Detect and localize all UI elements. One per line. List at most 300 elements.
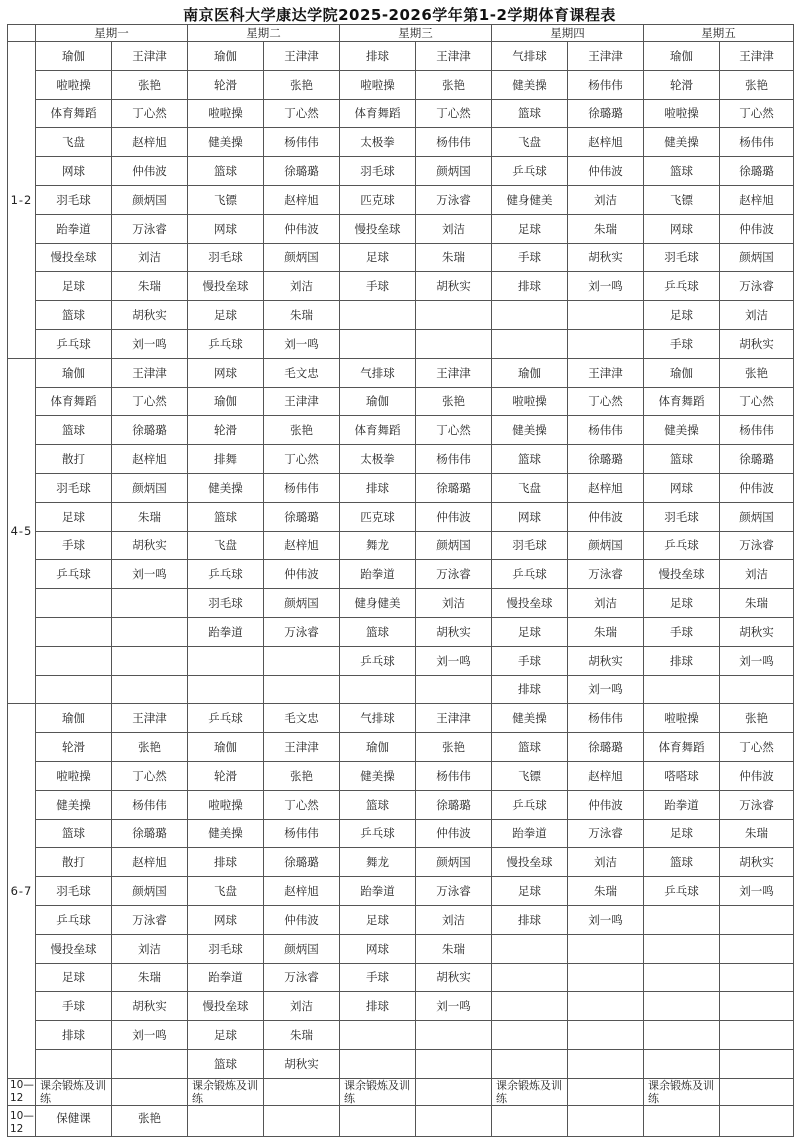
schedule-row (8, 42, 794, 71)
course-cell (492, 301, 568, 330)
teacher-cell: 毛文忠 (264, 358, 340, 387)
course-cell: 体育舞蹈 (644, 387, 720, 416)
teacher-cell (416, 301, 492, 330)
empty-cell (112, 1078, 188, 1105)
teacher-cell: 胡秋实 (112, 301, 188, 330)
schedule-row (8, 473, 794, 502)
course-cell: 健美操 (188, 128, 264, 157)
teacher-cell (568, 1021, 644, 1050)
teacher-cell: 杨伟伟 (568, 70, 644, 99)
teacher-cell (112, 1049, 188, 1078)
empty-cell (264, 1078, 340, 1105)
extra-training-cell: 课余锻炼及训练 (188, 1078, 264, 1105)
teacher-cell: 刘洁 (720, 560, 794, 589)
course-cell: 飞盘 (492, 128, 568, 157)
course-cell (644, 1021, 720, 1050)
course-cell: 足球 (36, 963, 112, 992)
course-cell: 瑜伽 (188, 387, 264, 416)
teacher-cell: 徐璐璐 (720, 157, 794, 186)
course-cell: 手球 (492, 646, 568, 675)
course-cell: 排球 (340, 42, 416, 71)
teacher-cell: 刘洁 (568, 848, 644, 877)
course-cell: 排球 (340, 992, 416, 1021)
teacher-cell (568, 934, 644, 963)
course-cell: 健身健美 (340, 589, 416, 618)
course-cell: 太极拳 (340, 445, 416, 474)
teacher-cell: 颜炳国 (416, 531, 492, 560)
teacher-cell: 仲伟波 (568, 157, 644, 186)
schedule-row (8, 531, 794, 560)
course-cell: 足球 (188, 301, 264, 330)
course-cell: 排球 (644, 646, 720, 675)
course-cell (644, 675, 720, 704)
course-cell: 乒乓球 (188, 704, 264, 733)
teacher-cell: 王津津 (568, 42, 644, 71)
schedule-row (8, 128, 794, 157)
course-cell (340, 1049, 416, 1078)
course-cell: 足球 (644, 819, 720, 848)
course-cell: 排球 (188, 848, 264, 877)
course-cell: 气排球 (340, 358, 416, 387)
teacher-cell: 胡秋实 (416, 617, 492, 646)
teacher-cell: 赵梓旭 (112, 128, 188, 157)
teacher-cell: 毛文忠 (264, 704, 340, 733)
course-cell: 健美操 (36, 790, 112, 819)
course-cell: 体育舞蹈 (36, 387, 112, 416)
extra-training-cell: 课余锻炼及训练 (492, 1078, 568, 1105)
teacher-cell: 丁心然 (112, 761, 188, 790)
schedule-row (8, 272, 794, 301)
teacher-cell (720, 963, 794, 992)
teacher-cell (720, 1049, 794, 1078)
course-cell: 乒乓球 (492, 157, 568, 186)
course-cell: 跆拳道 (492, 819, 568, 848)
course-cell: 体育舞蹈 (36, 99, 112, 128)
schedule-row (8, 445, 794, 474)
day-header: 星期三 (340, 25, 492, 42)
teacher-cell: 刘一鸣 (720, 877, 794, 906)
course-cell (492, 992, 568, 1021)
schedule-row (8, 502, 794, 531)
schedule-row (8, 1021, 794, 1050)
period-label: 6-7 (8, 704, 36, 1078)
teacher-cell: 刘洁 (720, 301, 794, 330)
teacher-cell: 杨伟伟 (416, 761, 492, 790)
teacher-cell: 万泳睿 (264, 963, 340, 992)
schedule-row (8, 99, 794, 128)
schedule-row (8, 905, 794, 934)
teacher-cell: 丁心然 (416, 99, 492, 128)
empty-cell (568, 1105, 644, 1136)
teacher-cell: 刘洁 (264, 272, 340, 301)
teacher-cell: 胡秋实 (568, 243, 644, 272)
teacher-cell: 仲伟波 (264, 560, 340, 589)
teacher-cell: 仲伟波 (720, 473, 794, 502)
teacher-cell: 徐璐璐 (568, 733, 644, 762)
period-label: 1-2 (8, 42, 36, 359)
course-cell: 匹克球 (340, 502, 416, 531)
extra-training-row (8, 1078, 794, 1105)
course-cell: 乒乓球 (36, 905, 112, 934)
course-cell: 乒乓球 (644, 531, 720, 560)
schedule-row (8, 733, 794, 762)
course-cell (36, 589, 112, 618)
teacher-cell: 万泳睿 (416, 185, 492, 214)
teacher-cell: 丁心然 (720, 99, 794, 128)
teacher-cell: 仲伟波 (264, 905, 340, 934)
teacher-cell: 徐璐璐 (112, 416, 188, 445)
course-cell: 乒乓球 (492, 560, 568, 589)
teacher-cell: 杨伟伟 (264, 473, 340, 502)
course-cell: 慢投垒球 (340, 214, 416, 243)
schedule-row (8, 589, 794, 618)
course-cell: 跆拳道 (340, 560, 416, 589)
teacher-cell: 徐璐璐 (264, 848, 340, 877)
course-cell: 乒乓球 (644, 272, 720, 301)
teacher-cell: 王津津 (112, 42, 188, 71)
course-cell: 排球 (492, 675, 568, 704)
teacher-cell: 丁心然 (416, 416, 492, 445)
teacher-cell: 张艳 (720, 70, 794, 99)
teacher-cell: 丁心然 (112, 387, 188, 416)
teacher-cell: 仲伟波 (416, 819, 492, 848)
course-cell: 散打 (36, 445, 112, 474)
teacher-cell (720, 992, 794, 1021)
course-cell (644, 992, 720, 1021)
teacher-cell: 胡秋实 (112, 992, 188, 1021)
teacher-cell: 刘洁 (416, 905, 492, 934)
teacher-cell: 王津津 (416, 704, 492, 733)
teacher-cell: 丁心然 (112, 99, 188, 128)
teacher-cell: 万泳睿 (264, 617, 340, 646)
course-cell (36, 646, 112, 675)
extra-training-cell: 课余锻炼及训练 (340, 1078, 416, 1105)
teacher-cell: 张艳 (112, 733, 188, 762)
schedule-row (8, 675, 794, 704)
course-cell: 瑜伽 (188, 42, 264, 71)
course-cell: 啦啦操 (492, 387, 568, 416)
teacher-cell: 徐璐璐 (720, 445, 794, 474)
course-cell: 瑜伽 (188, 733, 264, 762)
course-cell: 健美操 (492, 416, 568, 445)
course-cell: 篮球 (36, 416, 112, 445)
course-cell: 手球 (36, 531, 112, 560)
teacher-cell: 胡秋实 (720, 329, 794, 358)
course-cell: 网球 (644, 214, 720, 243)
teacher-cell: 杨伟伟 (568, 704, 644, 733)
schedule-row (8, 963, 794, 992)
course-cell: 篮球 (644, 157, 720, 186)
teacher-cell: 徐璐璐 (264, 502, 340, 531)
teacher-cell: 万泳睿 (720, 531, 794, 560)
teacher-cell: 张艳 (416, 387, 492, 416)
teacher-cell (264, 646, 340, 675)
course-cell: 体育舞蹈 (644, 733, 720, 762)
teacher-cell (568, 329, 644, 358)
course-cell (188, 675, 264, 704)
teacher-cell: 张艳 (720, 704, 794, 733)
teacher-cell: 仲伟波 (720, 761, 794, 790)
teacher-cell: 刘一鸣 (112, 1021, 188, 1050)
teacher-cell: 仲伟波 (112, 157, 188, 186)
teacher-cell: 赵梓旭 (264, 185, 340, 214)
teacher-cell: 胡秋实 (416, 963, 492, 992)
course-cell: 啦啦操 (340, 70, 416, 99)
teacher-cell: 刘一鸣 (112, 560, 188, 589)
teacher-cell: 朱瑞 (720, 819, 794, 848)
course-cell (340, 1021, 416, 1050)
teacher-cell: 王津津 (568, 358, 644, 387)
course-cell: 羽毛球 (36, 473, 112, 502)
course-cell: 足球 (492, 617, 568, 646)
day-header: 星期五 (644, 25, 794, 42)
course-cell: 排球 (36, 1021, 112, 1050)
teacher-cell: 王津津 (416, 358, 492, 387)
course-cell: 羽毛球 (644, 502, 720, 531)
teacher-cell: 丁心然 (264, 99, 340, 128)
teacher-cell (416, 675, 492, 704)
teacher-cell: 刘洁 (568, 185, 644, 214)
empty-cell (720, 1078, 794, 1105)
course-cell: 乒乓球 (644, 877, 720, 906)
course-cell (340, 301, 416, 330)
day-header: 星期一 (36, 25, 188, 42)
schedule-row (8, 704, 794, 733)
teacher-cell: 刘一鸣 (568, 905, 644, 934)
course-cell: 篮球 (492, 733, 568, 762)
course-cell: 羽毛球 (340, 157, 416, 186)
teacher-cell: 万泳睿 (416, 560, 492, 589)
course-cell: 网球 (36, 157, 112, 186)
teacher-cell: 颜炳国 (264, 934, 340, 963)
teacher-cell: 刘一鸣 (568, 272, 644, 301)
course-cell: 排球 (340, 473, 416, 502)
course-cell: 飞盘 (36, 128, 112, 157)
course-cell: 乒乓球 (340, 646, 416, 675)
teacher-cell: 丁心然 (264, 445, 340, 474)
course-cell: 啦啦操 (188, 790, 264, 819)
course-cell (36, 617, 112, 646)
schedule-row (8, 185, 794, 214)
course-cell (644, 934, 720, 963)
schedule-row (8, 646, 794, 675)
teacher-cell: 刘一鸣 (568, 675, 644, 704)
course-cell: 瑜伽 (36, 704, 112, 733)
course-cell: 篮球 (644, 848, 720, 877)
course-cell: 足球 (340, 905, 416, 934)
teacher-cell: 朱瑞 (416, 243, 492, 272)
teacher-cell (720, 905, 794, 934)
course-cell (340, 329, 416, 358)
teacher-cell: 胡秋实 (112, 531, 188, 560)
course-cell: 健美操 (492, 704, 568, 733)
course-cell: 保健课 (36, 1105, 112, 1136)
teacher-cell: 刘洁 (568, 589, 644, 618)
course-cell: 慢投垒球 (36, 934, 112, 963)
teacher-cell: 张艳 (264, 70, 340, 99)
teacher-cell: 赵梓旭 (112, 848, 188, 877)
course-cell: 瑜伽 (36, 358, 112, 387)
teacher-cell: 丁心然 (720, 733, 794, 762)
teacher-cell: 仲伟波 (264, 214, 340, 243)
teacher-cell (264, 675, 340, 704)
teacher-cell: 胡秋实 (416, 272, 492, 301)
teacher-cell: 万泳睿 (568, 819, 644, 848)
teacher-cell: 徐璐璐 (112, 819, 188, 848)
teacher-cell: 仲伟波 (720, 214, 794, 243)
course-cell: 网球 (188, 905, 264, 934)
course-cell: 匹克球 (340, 185, 416, 214)
schedule-row (8, 560, 794, 589)
course-cell: 乒乓球 (188, 560, 264, 589)
course-cell: 健美操 (492, 70, 568, 99)
teacher-cell: 赵梓旭 (568, 761, 644, 790)
teacher-cell: 颜炳国 (720, 243, 794, 272)
course-cell: 乒乓球 (492, 790, 568, 819)
course-cell: 跆拳道 (36, 214, 112, 243)
course-cell: 足球 (188, 1021, 264, 1050)
teacher-cell: 杨伟伟 (264, 128, 340, 157)
schedule-row (8, 358, 794, 387)
teacher-cell: 万泳睿 (112, 905, 188, 934)
schedule-row (8, 387, 794, 416)
course-cell: 手球 (340, 272, 416, 301)
day-header: 星期二 (188, 25, 340, 42)
corner-cell (8, 25, 36, 42)
empty-cell (264, 1105, 340, 1136)
teacher-cell: 王津津 (720, 42, 794, 71)
teacher-cell: 朱瑞 (568, 617, 644, 646)
teacher-cell: 王津津 (112, 358, 188, 387)
course-cell: 瑜伽 (340, 733, 416, 762)
schedule-row (8, 301, 794, 330)
course-cell: 体育舞蹈 (340, 416, 416, 445)
course-cell: 足球 (492, 877, 568, 906)
course-cell: 羽毛球 (36, 877, 112, 906)
course-cell: 排球 (492, 905, 568, 934)
course-cell: 篮球 (188, 1049, 264, 1078)
course-cell: 体育舞蹈 (340, 99, 416, 128)
course-cell (492, 329, 568, 358)
course-cell: 手球 (492, 243, 568, 272)
course-cell (188, 646, 264, 675)
schedule-row (8, 761, 794, 790)
teacher-cell: 颜炳国 (112, 473, 188, 502)
schedule-row (8, 848, 794, 877)
course-cell: 瑜伽 (644, 42, 720, 71)
course-cell: 气排球 (492, 42, 568, 71)
course-cell: 飞盘 (188, 877, 264, 906)
course-cell: 轮滑 (644, 70, 720, 99)
teacher-cell: 胡秋实 (720, 848, 794, 877)
course-cell: 篮球 (188, 157, 264, 186)
health-course-row (8, 1105, 794, 1136)
extra-training-cell: 课余锻炼及训练 (36, 1078, 112, 1105)
schedule-row (8, 329, 794, 358)
schedule-row (8, 790, 794, 819)
teacher-cell: 颜炳国 (112, 877, 188, 906)
course-cell: 足球 (492, 214, 568, 243)
course-cell: 篮球 (340, 790, 416, 819)
teacher-cell: 王津津 (416, 42, 492, 71)
teacher-cell: 张艳 (416, 733, 492, 762)
teacher-cell: 朱瑞 (416, 934, 492, 963)
course-cell: 慢投垒球 (188, 272, 264, 301)
teacher-cell (568, 1049, 644, 1078)
teacher-cell (112, 617, 188, 646)
teacher-cell: 王津津 (264, 733, 340, 762)
course-cell: 篮球 (36, 301, 112, 330)
course-cell: 轮滑 (36, 733, 112, 762)
course-cell: 篮球 (188, 502, 264, 531)
course-cell (644, 963, 720, 992)
schedule-row (8, 70, 794, 99)
page-title: 南京医科大学康达学院2025-2026学年第1-2学期体育课程表 (183, 6, 616, 24)
teacher-cell: 杨伟伟 (264, 819, 340, 848)
course-cell: 健美操 (188, 819, 264, 848)
teacher-cell (416, 1021, 492, 1050)
teacher-cell (416, 329, 492, 358)
course-cell: 手球 (340, 963, 416, 992)
empty-cell (568, 1078, 644, 1105)
teacher-cell: 徐璐璐 (568, 99, 644, 128)
course-cell: 篮球 (492, 99, 568, 128)
extra-training-cell: 课余锻炼及训练 (644, 1078, 720, 1105)
teacher-cell: 万泳睿 (416, 877, 492, 906)
teacher-cell: 赵梓旭 (264, 531, 340, 560)
teacher-cell (720, 934, 794, 963)
schedule-row (8, 1049, 794, 1078)
teacher-cell: 赵梓旭 (720, 185, 794, 214)
schedule-row (8, 214, 794, 243)
teacher-cell: 徐璐璐 (568, 445, 644, 474)
teacher-cell: 徐璐璐 (416, 473, 492, 502)
teacher-cell: 颜炳国 (416, 157, 492, 186)
schedule-row (8, 877, 794, 906)
course-cell: 啦啦操 (644, 99, 720, 128)
teacher-cell: 杨伟伟 (720, 128, 794, 157)
teacher-cell: 刘洁 (112, 934, 188, 963)
day-header: 星期四 (492, 25, 644, 42)
teacher-cell: 丁心然 (264, 790, 340, 819)
course-cell: 啦啦操 (36, 761, 112, 790)
course-cell: 排舞 (188, 445, 264, 474)
empty-cell (644, 1105, 720, 1136)
teacher-cell: 朱瑞 (112, 502, 188, 531)
course-cell (36, 1049, 112, 1078)
course-cell: 飞镖 (188, 185, 264, 214)
teacher-cell: 朱瑞 (568, 214, 644, 243)
teacher-cell: 仲伟波 (568, 502, 644, 531)
course-cell: 跆拳道 (644, 790, 720, 819)
course-cell: 慢投垒球 (492, 848, 568, 877)
schedule-table (7, 24, 794, 1137)
course-cell: 啦啦操 (644, 704, 720, 733)
teacher-cell: 刘洁 (416, 589, 492, 618)
course-cell: 羽毛球 (644, 243, 720, 272)
course-cell: 气排球 (340, 704, 416, 733)
teacher-cell: 刘洁 (112, 243, 188, 272)
course-cell (492, 963, 568, 992)
course-cell: 跆拳道 (188, 963, 264, 992)
teacher-cell: 颜炳国 (568, 531, 644, 560)
teacher-cell: 张艳 (416, 70, 492, 99)
course-cell: 乒乓球 (36, 560, 112, 589)
course-cell: 羽毛球 (188, 934, 264, 963)
course-cell: 篮球 (36, 819, 112, 848)
course-cell: 瑜伽 (644, 358, 720, 387)
course-cell: 跆拳道 (340, 877, 416, 906)
